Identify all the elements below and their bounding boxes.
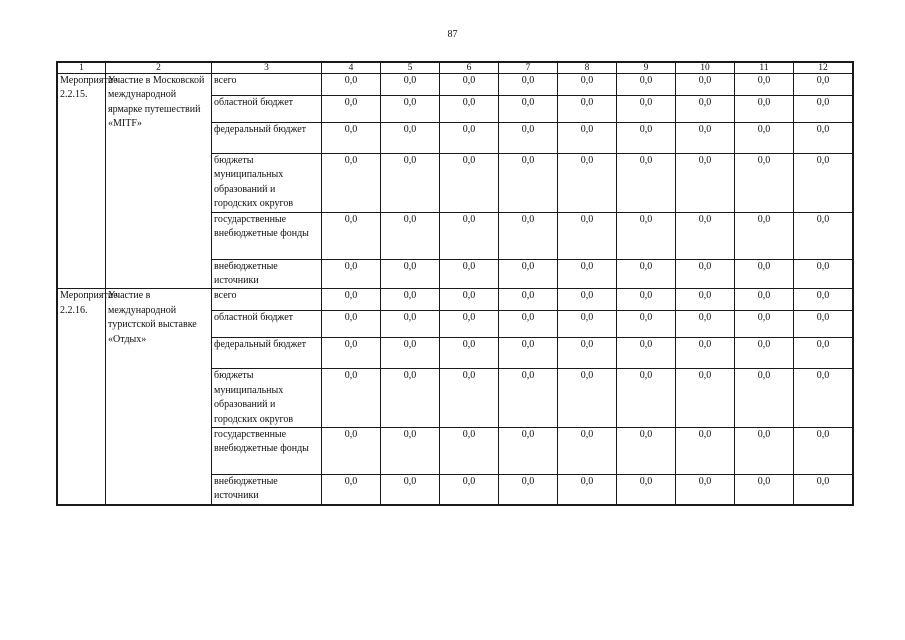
column-header: 11	[735, 63, 794, 74]
value-cell: 0,0	[558, 212, 617, 259]
value-cell: 0,0	[794, 96, 853, 123]
value-cell: 0,0	[558, 311, 617, 338]
value-cell: 0,0	[558, 289, 617, 311]
column-header: 2	[106, 63, 212, 74]
value-cell: 0,0	[440, 428, 499, 475]
value-cell: 0,0	[617, 96, 676, 123]
value-cell: 0,0	[381, 96, 440, 123]
value-cell: 0,0	[735, 369, 794, 428]
value-cell: 0,0	[676, 428, 735, 475]
value-cell: 0,0	[322, 428, 381, 475]
value-cell: 0,0	[381, 428, 440, 475]
column-header: 12	[794, 63, 853, 74]
budget-table	[57, 62, 853, 505]
value-cell: 0,0	[735, 289, 794, 311]
value-cell: 0,0	[617, 428, 676, 475]
value-cell: 0,0	[676, 212, 735, 259]
value-cell: 0,0	[617, 74, 676, 96]
value-cell: 0,0	[735, 259, 794, 289]
value-cell: 0,0	[440, 311, 499, 338]
value-cell: 0,0	[735, 74, 794, 96]
value-cell: 0,0	[440, 154, 499, 213]
value-cell: 0,0	[558, 369, 617, 428]
value-cell: 0,0	[735, 123, 794, 154]
funding-source-cell: внебюджетные источники	[212, 259, 322, 289]
value-cell: 0,0	[322, 289, 381, 311]
value-cell: 0,0	[617, 311, 676, 338]
value-cell: 0,0	[381, 338, 440, 369]
value-cell: 0,0	[381, 74, 440, 96]
value-cell: 0,0	[676, 369, 735, 428]
value-cell: 0,0	[558, 74, 617, 96]
value-cell: 0,0	[322, 338, 381, 369]
value-cell: 0,0	[735, 212, 794, 259]
value-cell: 0,0	[558, 475, 617, 505]
value-cell: 0,0	[322, 475, 381, 505]
value-cell: 0,0	[794, 259, 853, 289]
value-cell: 0,0	[794, 338, 853, 369]
event-title-cell: Участие в Московской международной ярмарке путешествий «MITF»	[106, 74, 212, 289]
value-cell: 0,0	[735, 96, 794, 123]
value-cell: 0,0	[794, 475, 853, 505]
value-cell: 0,0	[322, 259, 381, 289]
value-cell: 0,0	[558, 123, 617, 154]
funding-source-cell: государственные внебюджетные фонды	[212, 212, 322, 259]
column-header: 3	[212, 63, 322, 74]
value-cell: 0,0	[499, 369, 558, 428]
value-cell: 0,0	[381, 212, 440, 259]
value-cell: 0,0	[558, 154, 617, 213]
value-cell: 0,0	[617, 475, 676, 505]
column-header: 4	[322, 63, 381, 74]
table-row	[58, 289, 853, 311]
funding-source-cell: бюджеты муниципальных образований и городских округов	[212, 369, 322, 428]
column-header: 8	[558, 63, 617, 74]
column-header: 1	[58, 63, 106, 74]
funding-source-cell: федеральный бюджет	[212, 338, 322, 369]
funding-source-cell: всего	[212, 74, 322, 96]
value-cell: 0,0	[440, 259, 499, 289]
funding-source-cell: областной бюджет	[212, 311, 322, 338]
value-cell: 0,0	[676, 475, 735, 505]
value-cell: 0,0	[794, 212, 853, 259]
value-cell: 0,0	[676, 154, 735, 213]
value-cell: 0,0	[499, 212, 558, 259]
value-cell: 0,0	[794, 311, 853, 338]
funding-source-cell: областной бюджет	[212, 96, 322, 123]
value-cell: 0,0	[322, 123, 381, 154]
value-cell: 0,0	[794, 123, 853, 154]
value-cell: 0,0	[617, 212, 676, 259]
value-cell: 0,0	[322, 96, 381, 123]
value-cell: 0,0	[499, 311, 558, 338]
value-cell: 0,0	[440, 123, 499, 154]
funding-source-cell: федеральный бюджет	[212, 123, 322, 154]
value-cell: 0,0	[322, 369, 381, 428]
value-cell: 0,0	[499, 123, 558, 154]
value-cell: 0,0	[440, 212, 499, 259]
value-cell: 0,0	[381, 475, 440, 505]
funding-source-cell: всего	[212, 289, 322, 311]
value-cell: 0,0	[440, 475, 499, 505]
value-cell: 0,0	[794, 369, 853, 428]
value-cell: 0,0	[322, 212, 381, 259]
value-cell: 0,0	[794, 289, 853, 311]
value-cell: 0,0	[617, 259, 676, 289]
funding-source-cell: внебюджетные источники	[212, 475, 322, 505]
event-number-cell: Мероприятие 2.2.15.	[58, 74, 106, 289]
value-cell: 0,0	[676, 74, 735, 96]
value-cell: 0,0	[617, 289, 676, 311]
value-cell: 0,0	[381, 123, 440, 154]
value-cell: 0,0	[676, 96, 735, 123]
value-cell: 0,0	[440, 369, 499, 428]
value-cell: 0,0	[617, 369, 676, 428]
value-cell: 0,0	[322, 154, 381, 213]
value-cell: 0,0	[440, 96, 499, 123]
value-cell: 0,0	[617, 154, 676, 213]
table-row	[58, 74, 853, 96]
value-cell: 0,0	[440, 338, 499, 369]
value-cell: 0,0	[794, 428, 853, 475]
value-cell: 0,0	[676, 311, 735, 338]
value-cell: 0,0	[735, 311, 794, 338]
value-cell: 0,0	[676, 289, 735, 311]
value-cell: 0,0	[735, 428, 794, 475]
value-cell: 0,0	[440, 289, 499, 311]
value-cell: 0,0	[381, 369, 440, 428]
value-cell: 0,0	[558, 259, 617, 289]
value-cell: 0,0	[499, 259, 558, 289]
value-cell: 0,0	[676, 123, 735, 154]
value-cell: 0,0	[676, 259, 735, 289]
value-cell: 0,0	[558, 96, 617, 123]
value-cell: 0,0	[735, 154, 794, 213]
value-cell: 0,0	[381, 289, 440, 311]
value-cell: 0,0	[499, 154, 558, 213]
event-title-cell: Участие в международной туристской выставке «Отдых»	[106, 289, 212, 504]
value-cell: 0,0	[676, 338, 735, 369]
column-header-row	[58, 63, 853, 74]
funding-source-cell: бюджеты муниципальных образований и городских округов	[212, 154, 322, 213]
column-header: 9	[617, 63, 676, 74]
value-cell: 0,0	[499, 338, 558, 369]
value-cell: 0,0	[499, 96, 558, 123]
value-cell: 0,0	[499, 289, 558, 311]
value-cell: 0,0	[499, 428, 558, 475]
column-header: 6	[440, 63, 499, 74]
value-cell: 0,0	[381, 154, 440, 213]
column-header: 10	[676, 63, 735, 74]
value-cell: 0,0	[322, 74, 381, 96]
value-cell: 0,0	[735, 338, 794, 369]
event-number-cell: Мероприятие 2.2.16.	[58, 289, 106, 504]
value-cell: 0,0	[499, 74, 558, 96]
page-number: 87	[447, 29, 458, 40]
column-header: 5	[381, 63, 440, 74]
value-cell: 0,0	[735, 475, 794, 505]
value-cell: 0,0	[440, 74, 499, 96]
value-cell: 0,0	[381, 311, 440, 338]
column-header: 7	[499, 63, 558, 74]
value-cell: 0,0	[381, 259, 440, 289]
value-cell: 0,0	[794, 154, 853, 213]
value-cell: 0,0	[558, 338, 617, 369]
value-cell: 0,0	[617, 123, 676, 154]
value-cell: 0,0	[322, 311, 381, 338]
value-cell: 0,0	[617, 338, 676, 369]
funding-source-cell: государственные внебюджетные фонды	[212, 428, 322, 475]
value-cell: 0,0	[558, 428, 617, 475]
value-cell: 0,0	[794, 74, 853, 96]
value-cell: 0,0	[499, 475, 558, 505]
